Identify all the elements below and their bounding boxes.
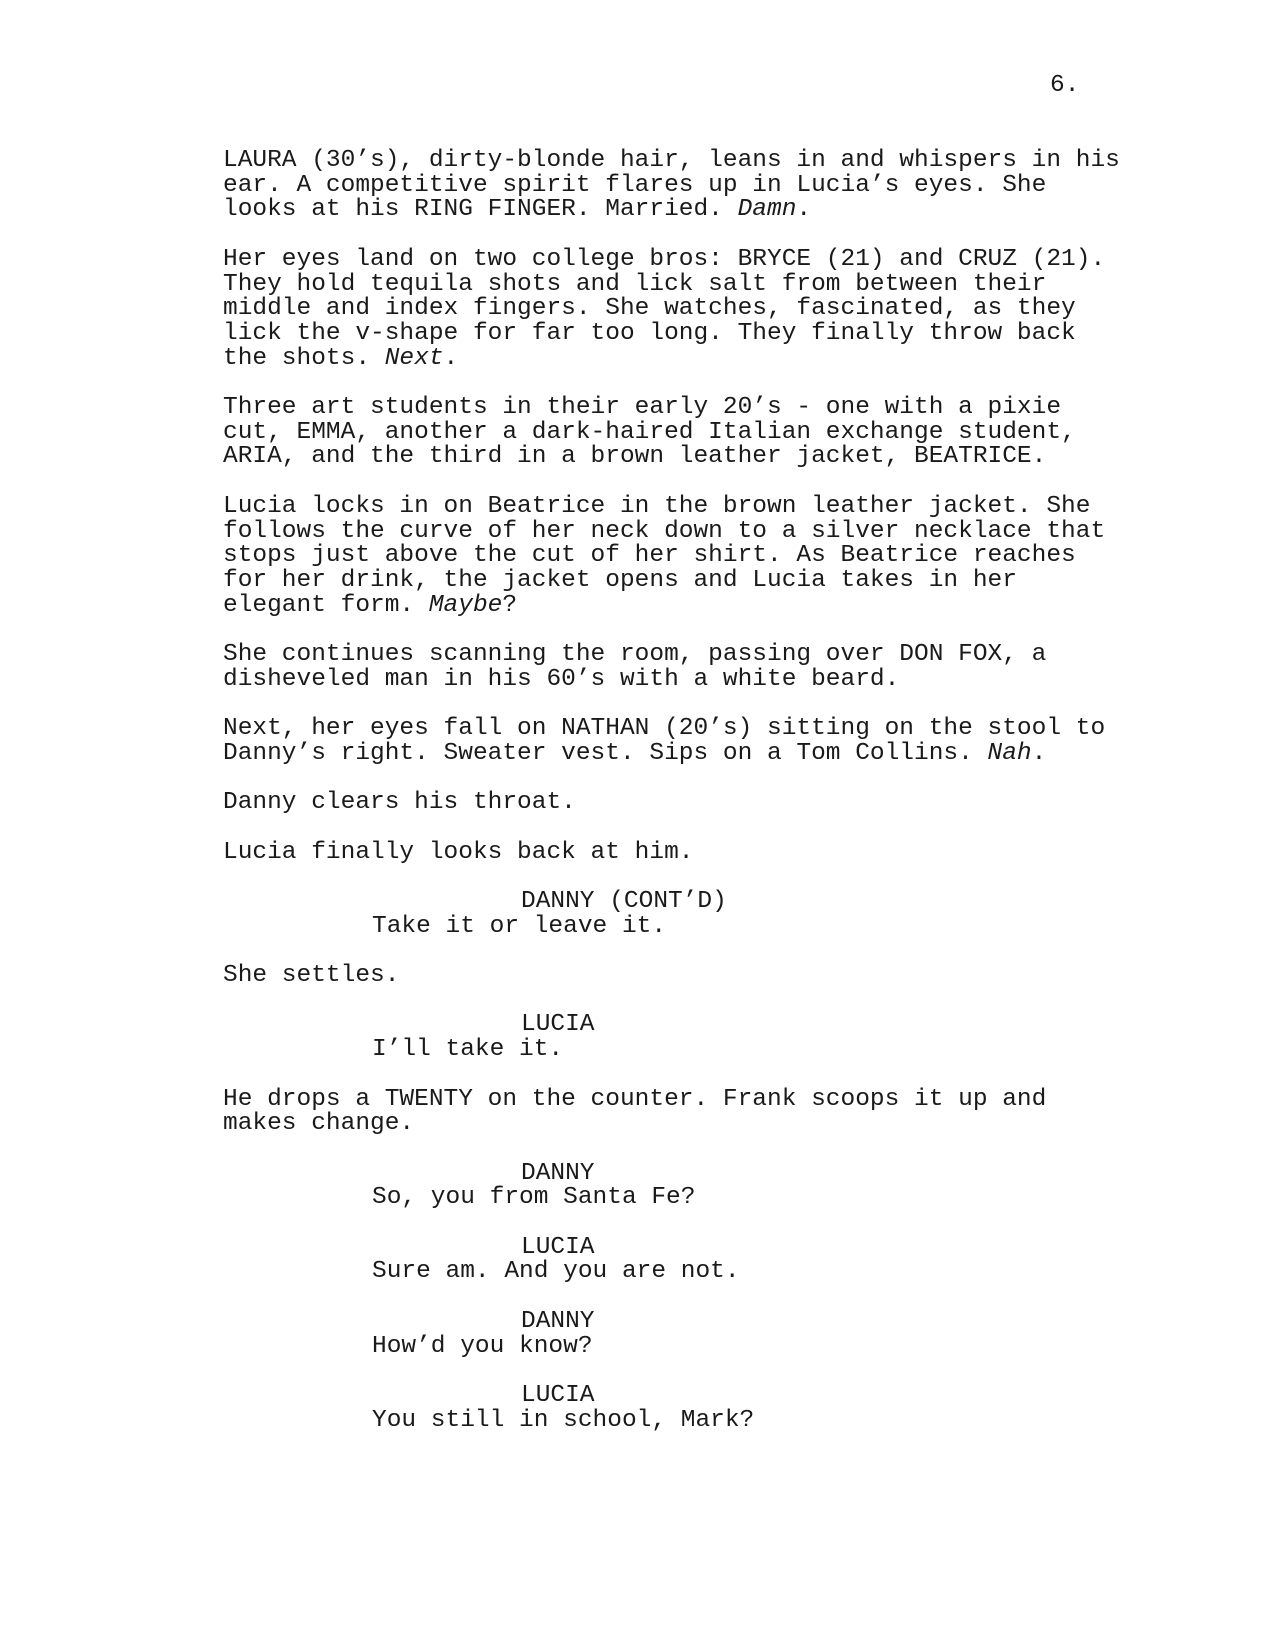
dialogue-line: Take it or leave it. (372, 912, 667, 940)
action-paragraph (223, 791, 1123, 816)
action-paragraph (223, 643, 1123, 692)
action-line (223, 739, 1123, 767)
action-text: . (443, 344, 459, 372)
action-line: She settles. (223, 962, 400, 990)
action-text: Danny’s right. Sweater vest. Sips on a Tom Collins. (223, 739, 988, 767)
dialogue-block (223, 1381, 1123, 1434)
character-name: LUCIA (521, 1381, 595, 1409)
action-paragraph (223, 149, 1123, 223)
page-number: 6. (1050, 72, 1080, 99)
action-text: elegant form. (223, 591, 429, 619)
action-text: looks at his RING FINGER. Married. (223, 196, 738, 224)
action-paragraph (223, 396, 1123, 470)
action-paragraph (223, 838, 1123, 866)
dialogue-line: How’d you know? (372, 1332, 593, 1360)
action-emphasis: Next (384, 344, 444, 372)
action-line: ear. A competitive spirit flares up in Lucia’s eyes. She (223, 171, 1047, 199)
action-line: Her eyes land on two college bros: BRYCE (21) and CRUZ (21). (223, 245, 1106, 273)
action-line (223, 344, 1123, 372)
action-line (223, 591, 1123, 619)
action-line: Next, her eyes fall on NATHAN (20’s) sitting on the stool to (223, 715, 1106, 743)
action-line: for her drink, the jacket opens and Lucia takes in her (223, 566, 1017, 594)
script-body (223, 149, 1123, 1458)
action-text: ? (502, 591, 518, 619)
action-emphasis: Nah (987, 739, 1032, 767)
action-text: . (796, 196, 812, 224)
action-line: LAURA (30’s), dirty-blonde hair, leans in and whispers in his (223, 147, 1120, 174)
action-line: lick the v-shape for far too long. They finally throw back (223, 319, 1076, 347)
action-text: . (1031, 739, 1047, 767)
action-line: Lucia finally looks back at him. (223, 838, 694, 866)
action-emphasis: Damn (737, 196, 797, 224)
action-line: disheveled man in his 60’s with a white beard. (223, 665, 900, 693)
dialogue-line: You still in school, Mark? (372, 1406, 755, 1434)
character-name: DANNY (521, 1307, 595, 1335)
dialogue-block (223, 1307, 1123, 1360)
action-line: She continues scanning the room, passing over DON FOX, a (223, 641, 1047, 668)
action-line (223, 198, 1123, 223)
action-paragraph (223, 492, 1123, 619)
action-paragraph (223, 245, 1123, 372)
action-line: follows the curve of her neck down to a silver necklace that (223, 517, 1106, 545)
dialogue-line: Sure am. And you are not. (372, 1258, 740, 1286)
character-name: DANNY (521, 1159, 595, 1187)
character-name: LUCIA (521, 1233, 595, 1261)
action-line: He drops a TWENTY on the counter. Frank scoops it up and (223, 1085, 1047, 1113)
action-paragraph (223, 1085, 1123, 1138)
action-line: Three art students in their early 20’s - one with a pixie (223, 394, 1062, 421)
action-line: Lucia locks in on Beatrice in the brown leather jacket. She (223, 492, 1091, 520)
dialogue-block (223, 1159, 1123, 1212)
action-text: the shots. (223, 344, 385, 372)
dialogue-line: I’ll take it. (372, 1036, 564, 1064)
character-name: LUCIA (521, 1011, 595, 1039)
character-name: DANNY (CONT’D) (521, 887, 727, 915)
action-emphasis: Maybe (428, 591, 503, 619)
dialogue-block (223, 1233, 1123, 1286)
action-line: stops just above the cut of her shirt. As Beatrice reaches (223, 542, 1076, 570)
dialogue-block (223, 1013, 1123, 1062)
action-line: They hold tequila shots and lick salt from between their (223, 270, 1047, 298)
action-paragraph (223, 964, 1123, 989)
dialogue-block (223, 887, 1123, 940)
action-line: ARIA, and the third in a brown leather jacket, BEATRICE. (223, 443, 1047, 471)
action-paragraph (223, 717, 1123, 766)
action-line: Danny clears his throat. (223, 789, 576, 817)
dialogue-line: So, you from Santa Fe? (372, 1184, 696, 1212)
action-line: middle and index fingers. She watches, fascinated, as they (223, 295, 1076, 323)
action-line: cut, EMMA, another a dark-haired Italian exchange student, (223, 418, 1076, 446)
action-line: makes change. (223, 1110, 415, 1138)
